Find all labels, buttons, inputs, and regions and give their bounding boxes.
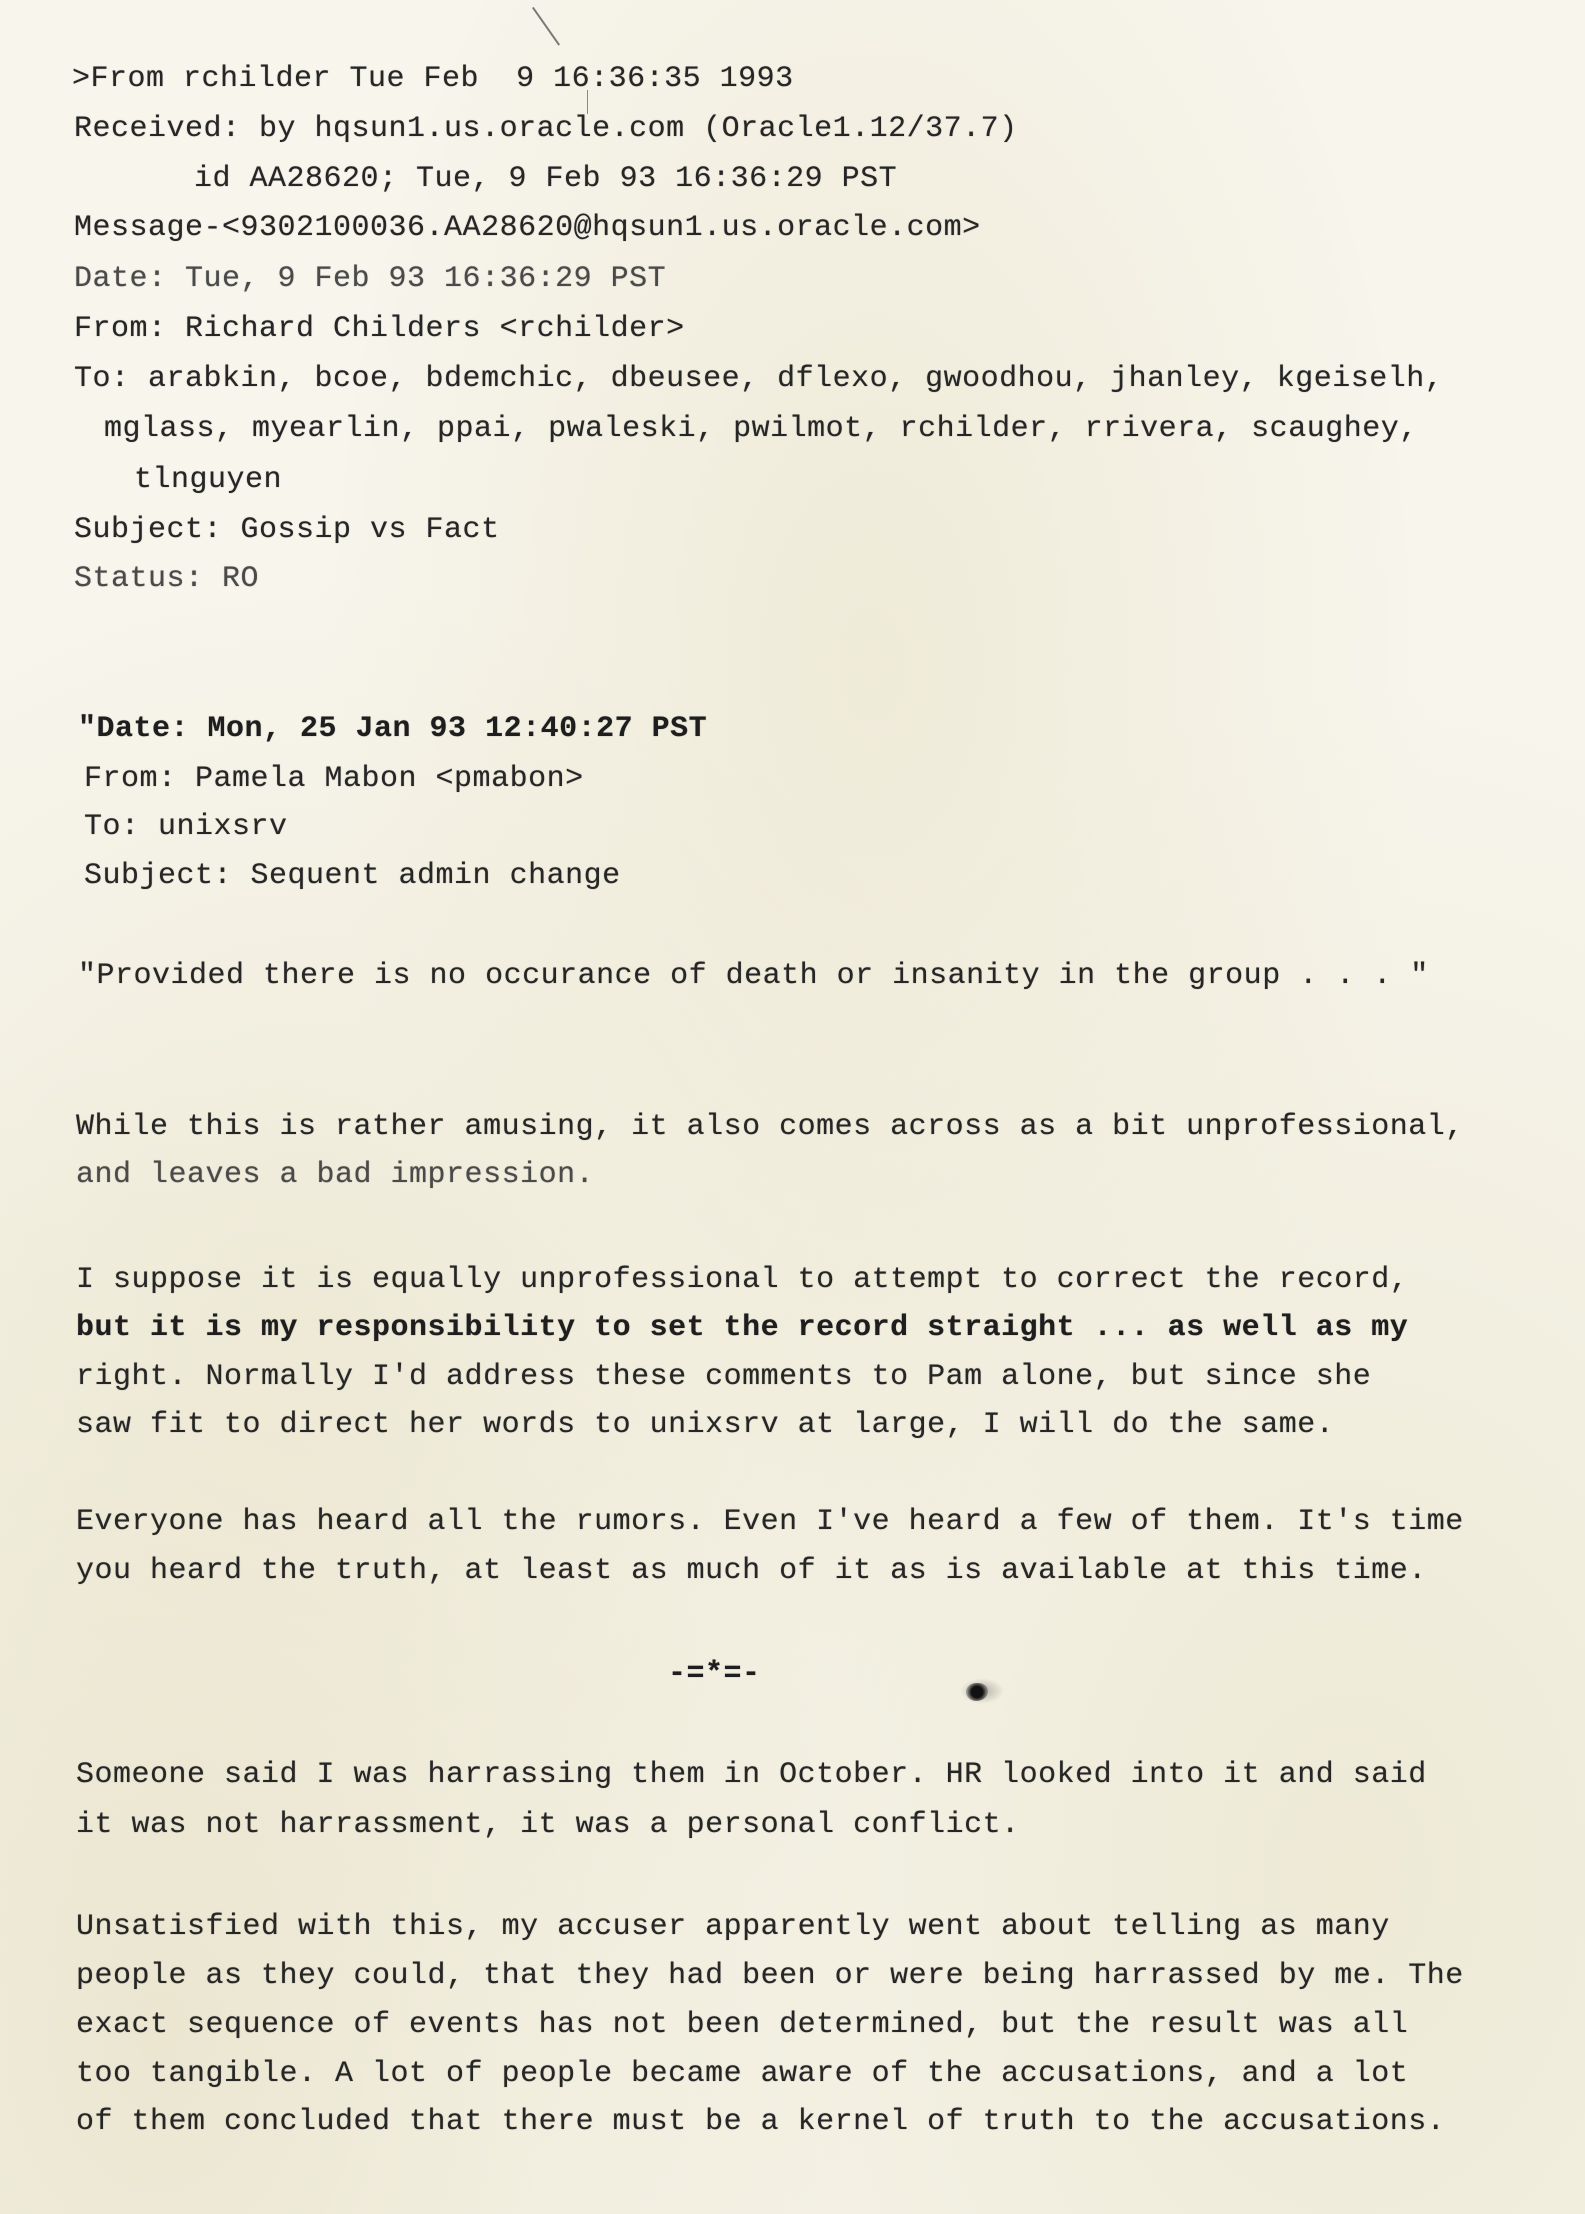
header-status: Status: RO <box>74 562 260 596</box>
paragraph-line: people as they could, that they had been or were being harrassed by me. The <box>76 1959 1464 1993</box>
header-to-line-1: To: arabkin, bcoe, bdemchic, dbeusee, dflexo, gwoodhou, jhanley, kgeiselh, <box>74 362 1444 396</box>
header-to-line-2: mglass, myearlin, ppai, pwaleski, pwilmot, rchilder, rrivera, scaughey, <box>104 412 1418 446</box>
paragraph-line: I suppose it is equally unprofessional to attempt to correct the record, <box>76 1263 1409 1297</box>
paragraph-line: Everyone has heard all the rumors. Even I've heard a few of them. It's time <box>76 1505 1464 1539</box>
header-from: From: Richard Childers <rchilder> <box>74 312 685 346</box>
pen-mark <box>532 7 560 46</box>
paragraph-line: of them concluded that there must be a kernel of truth to the accusations. <box>76 2105 1446 2139</box>
header-received-id: id AA28620; Tue, 9 Feb 93 16:36:29 PST <box>194 162 898 196</box>
paragraph-line: too tangible. A lot of people became aware of the accusations, and a lot <box>76 2057 1409 2091</box>
paragraph-line: While this is rather amusing, it also comes across as a bit unprofessional, <box>76 1110 1464 1144</box>
paragraph-line: it was not harrassment, it was a personal conflict. <box>76 1808 1020 1842</box>
quoted-to: To: unixsrv <box>84 810 288 844</box>
paragraph-line: Unsatisfied with this, my accuser apparently went about telling as many <box>76 1910 1390 1944</box>
paragraph-line: saw fit to direct her words to unixsrv at large, I will do the same. <box>76 1408 1335 1442</box>
quoted-from: From: Pamela Mabon <pmabon> <box>84 762 584 796</box>
header-received: Received: by hqsun1.us.oracle.com (Oracle1.12/37.7) <box>74 112 1018 146</box>
section-separator: -=*=- <box>668 1657 761 1691</box>
paragraph-line: right. Normally I'd address these comments to Pam alone, but since she <box>76 1360 1372 1394</box>
paragraph-line: but it is my responsibility to set the record straight ... as well as my <box>76 1311 1409 1345</box>
paragraph-line: exact sequence of events has not been determined, but the result was all <box>76 2008 1409 2042</box>
header-message-id: Message-<9302100036.AA28620@hqsun1.us.oracle.com> <box>74 211 981 245</box>
quoted-date: "Date: Mon, 25 Jan 93 12:40:27 PST <box>78 712 708 746</box>
header-date: Date: Tue, 9 Feb 93 16:36:29 PST <box>74 262 667 296</box>
paragraph-line: and leaves a bad impression. <box>76 1158 595 1192</box>
paragraph-line: Someone said I was harrassing them in October. HR looked into it and said <box>76 1758 1427 1792</box>
quoted-sentence: "Provided there is no occurance of death or insanity in the group . . . " <box>78 959 1429 993</box>
quoted-subject: Subject: Sequent admin change <box>84 859 621 893</box>
paragraph-line: you heard the truth, at least as much of it as is available at this time. <box>76 1554 1427 1588</box>
header-subject: Subject: Gossip vs Fact <box>74 513 500 547</box>
header-from-line: >From rchilder Tue Feb 9 16:36:35 1993 <box>72 62 794 96</box>
header-to-line-3: tlnguyen <box>134 463 283 497</box>
